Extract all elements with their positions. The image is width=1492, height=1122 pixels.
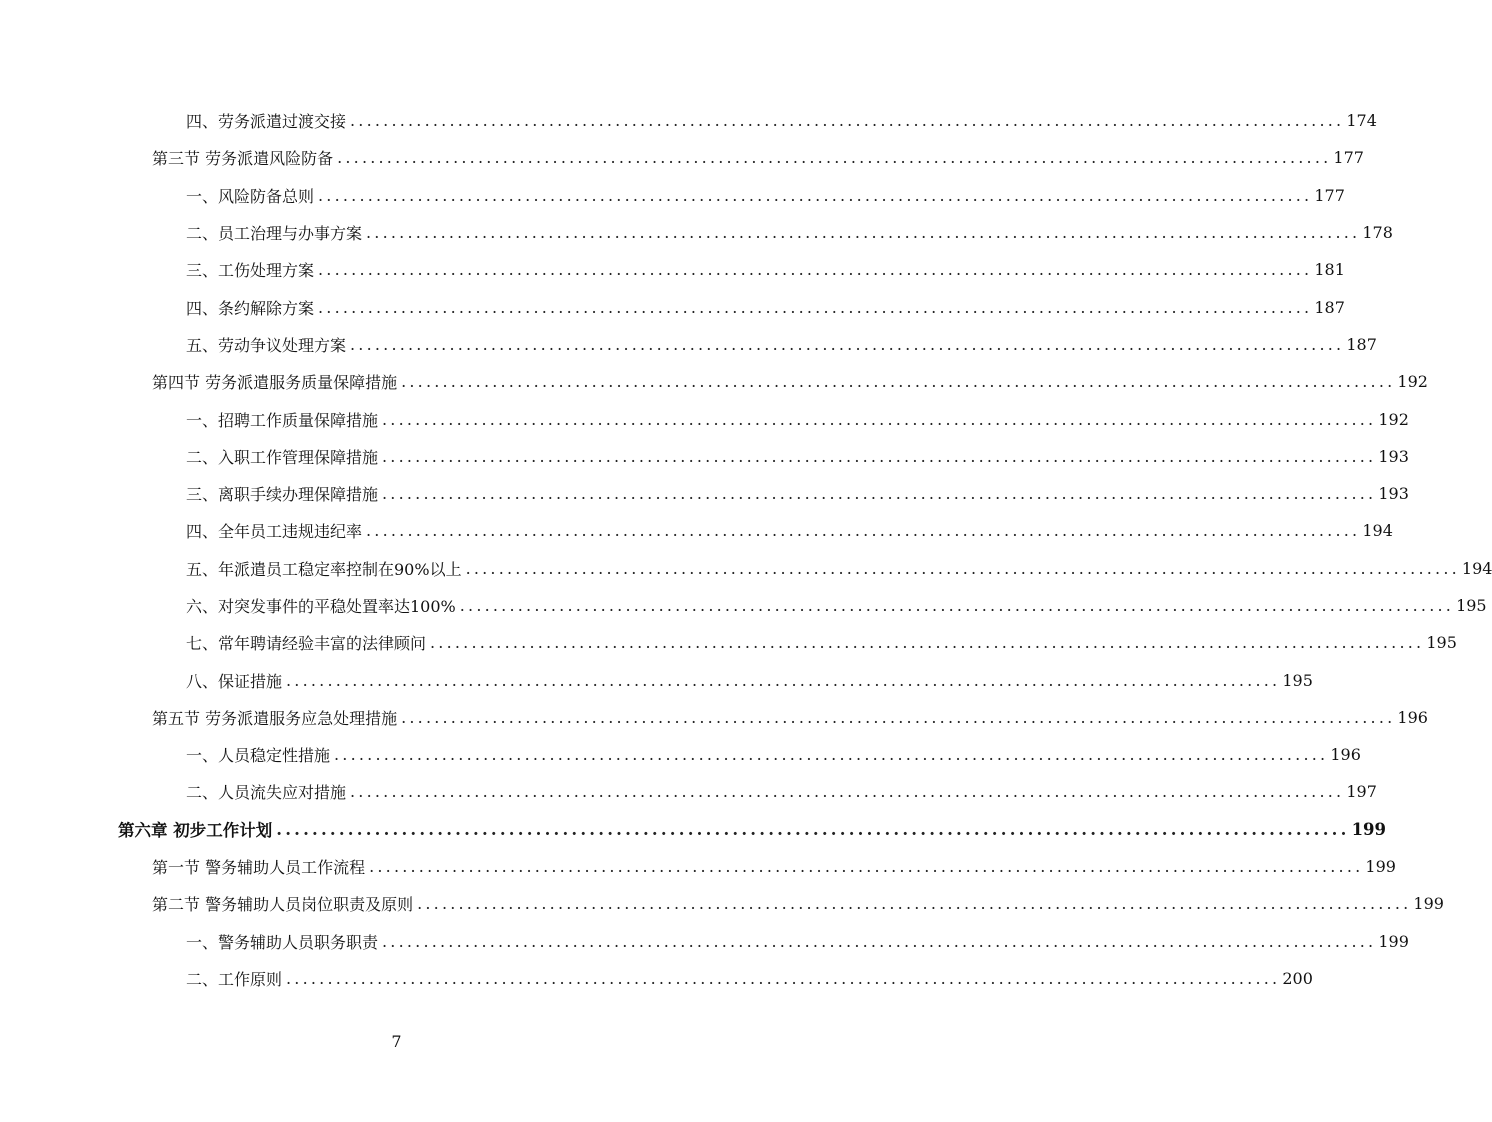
toc-subsection-entry[interactable] — [0, 438, 1409, 475]
toc-section-entry[interactable] — [0, 699, 1428, 736]
toc-entry-page: 193 — [1378, 446, 1409, 466]
toc-entry-title: 五、年派遣员工稳定率控制在90%以上 — [186, 559, 462, 579]
toc-subsection-entry[interactable] — [0, 102, 1377, 139]
dot-leader: ........................................................................................................................ — [382, 446, 1377, 466]
toc-entry-page: 177 — [1314, 185, 1345, 205]
toc-subsection-entry[interactable] — [0, 661, 1313, 698]
page-number: 7 — [391, 1032, 402, 1051]
toc-entry-title: 一、风险防备总则 — [186, 186, 315, 206]
toc-entry-title: 三、离职手续办理保障措施 — [186, 485, 379, 505]
toc-entry-title: 第四节 劳务派遣服务质量保障措施 — [152, 373, 398, 393]
dot-leader: ........................................................................................................................ — [459, 596, 1455, 615]
toc-entry-page: 197 — [1346, 782, 1377, 802]
toc-section-entry[interactable] — [0, 363, 1428, 400]
dot-leader: ........................................................................................................................ — [286, 968, 1281, 988]
toc-entry-title: 七、常年聘请经验丰富的法律顾问 — [186, 634, 427, 654]
toc-subsection-entry[interactable] — [0, 773, 1377, 810]
dot-leader: ........................................................................................................................ — [276, 819, 1350, 839]
toc-subsection-entry[interactable] — [0, 251, 1345, 288]
toc-subsection-entry[interactable] — [0, 177, 1345, 214]
toc-subsection-entry[interactable] — [0, 960, 1313, 997]
toc-entry-title: 第三节 劳务派遣风险防备 — [152, 149, 334, 169]
dot-leader: ........................................................................................................................ — [318, 297, 1313, 317]
toc-entry-page: 178 — [1362, 223, 1393, 243]
toc-subsection-entry[interactable] — [0, 512, 1393, 549]
toc-chapter-entry[interactable] — [0, 811, 1387, 848]
toc-entry-title: 八、保证措施 — [186, 671, 283, 691]
toc-entry-page: 195 — [1426, 633, 1457, 653]
toc-entry-title: 一、招聘工作质量保障措施 — [186, 410, 379, 430]
dot-leader: ........................................................................................................................ — [430, 633, 1425, 653]
toc-subsection-entry[interactable] — [0, 326, 1377, 363]
toc-subsection-entry[interactable] — [0, 587, 1487, 624]
toc-section-entry[interactable] — [0, 885, 1444, 922]
toc-entry-title: 第一节 警务辅助人员工作流程 — [152, 858, 366, 878]
toc-entry-page: 181 — [1314, 260, 1345, 280]
toc-subsection-entry[interactable] — [0, 214, 1393, 251]
toc-subsection-entry[interactable] — [0, 288, 1345, 325]
toc-entry-title: 四、条约解除方案 — [186, 298, 315, 318]
toc-subsection-entry[interactable] — [0, 736, 1361, 773]
toc-entry-page: 177 — [1333, 148, 1364, 168]
dot-leader: ........................................................................................................................ — [465, 558, 1460, 578]
dot-leader: ........................................................................................................................ — [318, 185, 1313, 205]
dot-leader: ........................................................................................................................ — [366, 223, 1361, 243]
dot-leader: ........................................................................................................................ — [337, 148, 1332, 168]
toc-entry-page: 199 — [1351, 819, 1387, 839]
dot-leader: ........................................................................................................................ — [401, 372, 1396, 392]
toc-entry-page: 187 — [1314, 297, 1345, 317]
dot-leader: ........................................................................................................................ — [286, 670, 1281, 690]
toc-subsection-entry[interactable] — [0, 923, 1409, 960]
toc-entry-title: 一、人员稳定性措施 — [186, 746, 331, 766]
toc-entry-page: 187 — [1346, 334, 1377, 354]
toc-entry-page: 200 — [1282, 968, 1313, 988]
toc-entry-page: 199 — [1413, 894, 1444, 914]
toc-subsection-entry[interactable] — [0, 475, 1409, 512]
toc-entry-page: 192 — [1378, 409, 1409, 429]
toc-entry-title: 五、劳动争议处理方案 — [186, 335, 347, 355]
dot-leader: ........................................................................................................................ — [382, 931, 1377, 951]
toc-entry-page: 195 — [1456, 596, 1487, 615]
toc-entry-title: 三、工伤处理方案 — [186, 261, 315, 281]
toc-entry-title: 四、劳务派遣过渡交接 — [186, 112, 347, 132]
toc-section-entry[interactable] — [0, 848, 1396, 885]
toc-entry-title: 二、入职工作管理保障措施 — [186, 447, 379, 467]
toc-subsection-entry[interactable] — [0, 550, 1492, 587]
toc-entry-title: 四、全年员工违规违纪率 — [186, 522, 363, 542]
dot-leader: ........................................................................................................................ — [417, 894, 1412, 914]
dot-leader: ........................................................................................................................ — [350, 782, 1345, 802]
dot-leader: ........................................................................................................................ — [366, 521, 1361, 541]
dot-leader: ........................................................................................................................ — [318, 260, 1313, 280]
dot-leader: ........................................................................................................................ — [350, 334, 1345, 354]
toc-subsection-entry[interactable] — [0, 624, 1457, 661]
toc-entry-page: 193 — [1378, 484, 1409, 504]
toc-entry-title: 二、员工治理与办事方案 — [186, 224, 363, 244]
toc-entry-page: 199 — [1365, 857, 1396, 877]
toc-entry-page: 174 — [1346, 111, 1377, 131]
toc-entry-page: 196 — [1330, 745, 1361, 765]
toc-entry-title: 二、工作原则 — [186, 969, 283, 989]
dot-leader: ........................................................................................................................ — [369, 857, 1364, 877]
toc-section-entry[interactable] — [0, 139, 1364, 176]
toc-entry-page: 194 — [1362, 521, 1393, 541]
toc-entry-page: 199 — [1378, 931, 1409, 951]
toc-entry-title: 一、警务辅助人员职务职责 — [186, 932, 379, 952]
toc-subsection-entry[interactable] — [0, 400, 1409, 437]
toc-entry-title: 第五节 劳务派遣服务应急处理措施 — [152, 708, 398, 728]
toc-entry-title: 第二节 警务辅助人员岗位职责及原则 — [152, 895, 414, 915]
toc-entry-title: 第六章 初步工作计划 — [118, 821, 273, 841]
dot-leader: ........................................................................................................................ — [382, 409, 1377, 429]
table-of-contents — [0, 102, 1492, 997]
dot-leader: ........................................................................................................................ — [382, 484, 1377, 504]
dot-leader: ........................................................................................................................ — [401, 707, 1396, 727]
toc-entry-title: 二、人员流失应对措施 — [186, 783, 347, 803]
toc-entry-page: 194 — [1461, 558, 1492, 578]
toc-entry-page: 195 — [1282, 670, 1313, 690]
toc-entry-page: 192 — [1397, 372, 1428, 392]
dot-leader: ........................................................................................................................ — [350, 111, 1345, 131]
toc-entry-page: 196 — [1397, 707, 1428, 727]
dot-leader: ........................................................................................................................ — [334, 745, 1329, 765]
toc-entry-title: 六、对突发事件的平稳处置率达100% — [186, 597, 456, 616]
